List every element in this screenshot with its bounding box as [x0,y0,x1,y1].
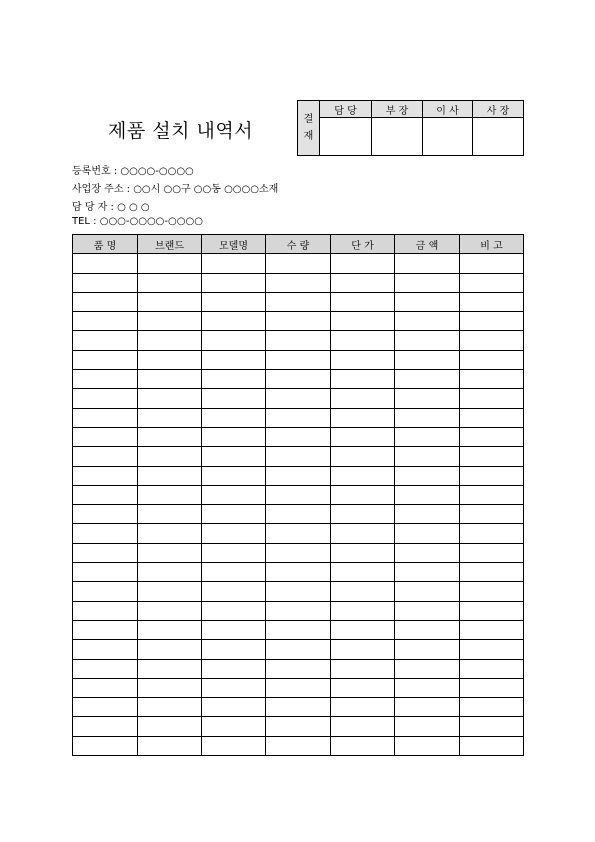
table-cell[interactable] [73,659,138,678]
table-row [73,447,524,466]
table-row [73,408,524,427]
table-cell[interactable] [460,620,524,639]
header-product-name: 품 명 [73,235,138,254]
table-cell[interactable] [331,254,395,273]
table-cell[interactable] [138,524,202,543]
manager-name: 담 당 자 : ○ ○ ○ [72,202,150,213]
table-row [73,620,524,639]
table-cell[interactable] [266,678,331,697]
table-cell[interactable] [460,331,524,350]
table-cell[interactable] [331,312,395,331]
table-row [73,427,524,446]
table-cell[interactable] [395,505,460,524]
table-cell[interactable] [395,466,460,485]
table-cell[interactable] [395,678,460,697]
table-cell[interactable] [138,620,202,639]
table-row [73,312,524,331]
table-cell[interactable] [331,563,395,582]
table-cell[interactable] [266,273,331,292]
table-row [73,640,524,659]
approval-header-dept-head: 부 장 [372,101,423,118]
table-cell[interactable] [138,582,202,601]
table-cell[interactable] [395,408,460,427]
document-title: 제품 설치 내역서 [108,120,254,142]
table-cell[interactable] [331,543,395,562]
table-cell[interactable] [395,717,460,736]
table-cell[interactable] [138,312,202,331]
table-cell[interactable] [138,640,202,659]
table-cell[interactable] [73,331,138,350]
table-cell[interactable] [73,408,138,427]
table-row [73,678,524,697]
table-cell[interactable] [202,717,266,736]
table-cell[interactable] [138,601,202,620]
table-cell[interactable] [138,370,202,389]
table-cell[interactable] [202,427,266,446]
table-row [73,543,524,562]
table-cell[interactable] [460,389,524,408]
table-cell[interactable] [331,408,395,427]
table-cell[interactable] [331,698,395,717]
table-cell[interactable] [138,717,202,736]
table-cell[interactable] [202,389,266,408]
table-cell[interactable] [202,312,266,331]
table-cell[interactable] [202,466,266,485]
table-cell[interactable] [395,582,460,601]
table-cell[interactable] [202,640,266,659]
table-cell[interactable] [395,736,460,755]
table-cell[interactable] [73,620,138,639]
table-cell[interactable] [331,485,395,504]
table-cell[interactable] [460,273,524,292]
table-cell[interactable] [202,408,266,427]
table-cell[interactable] [460,505,524,524]
table-cell[interactable] [266,389,331,408]
approval-sign-ceo[interactable] [473,118,524,156]
table-cell[interactable] [266,524,331,543]
table-cell[interactable] [331,601,395,620]
items-table [72,234,524,756]
table-cell[interactable] [138,331,202,350]
approval-sign-director[interactable] [423,118,473,156]
table-cell[interactable] [266,736,331,755]
table-cell[interactable] [460,466,524,485]
items-table-body [73,254,524,756]
table-cell[interactable] [266,698,331,717]
table-cell[interactable] [138,736,202,755]
table-cell[interactable] [331,447,395,466]
table-cell[interactable] [460,292,524,311]
approval-sign-manager[interactable] [320,118,372,156]
table-cell[interactable] [73,505,138,524]
table-cell[interactable] [138,292,202,311]
table-cell[interactable] [202,485,266,504]
table-cell[interactable] [138,678,202,697]
table-cell[interactable] [202,350,266,369]
table-cell[interactable] [266,312,331,331]
table-cell[interactable] [202,370,266,389]
table-cell[interactable] [73,543,138,562]
table-cell[interactable] [331,370,395,389]
table-cell[interactable] [395,524,460,543]
telephone: TEL : ○○○-○○○○-○○○○ [72,216,203,227]
approval-sign-dept-head[interactable] [372,118,423,156]
table-cell[interactable] [202,505,266,524]
table-cell[interactable] [266,292,331,311]
table-cell[interactable] [460,447,524,466]
table-cell[interactable] [395,447,460,466]
table-cell[interactable] [266,601,331,620]
table-cell[interactable] [460,678,524,697]
header-remarks: 비 고 [460,235,524,254]
approval-header-director: 이 사 [423,101,473,118]
table-cell[interactable] [73,254,138,273]
table-cell[interactable] [202,678,266,697]
table-cell[interactable] [73,601,138,620]
table-cell[interactable] [138,543,202,562]
table-cell[interactable] [331,331,395,350]
approval-side-label [298,101,320,156]
table-cell[interactable] [202,563,266,582]
table-cell[interactable] [138,408,202,427]
table-cell[interactable] [395,427,460,446]
table-cell[interactable] [138,350,202,369]
table-cell[interactable] [73,427,138,446]
header-quantity: 수 량 [266,235,331,254]
table-cell[interactable] [460,698,524,717]
table-row [73,524,524,543]
table-row [73,466,524,485]
table-cell[interactable] [266,331,331,350]
table-row [73,505,524,524]
table-cell[interactable] [266,447,331,466]
table-cell[interactable] [73,350,138,369]
table-cell[interactable] [331,389,395,408]
table-cell[interactable] [266,485,331,504]
table-cell[interactable] [138,466,202,485]
table-cell[interactable] [460,254,524,273]
table-cell[interactable] [266,350,331,369]
table-cell[interactable] [395,563,460,582]
table-cell[interactable] [73,678,138,697]
approval-side-label-2: 재 [303,131,314,142]
table-cell[interactable] [73,273,138,292]
table-row [73,659,524,678]
table-cell[interactable] [395,254,460,273]
table-row [73,601,524,620]
table-cell[interactable] [266,640,331,659]
table-cell[interactable] [202,698,266,717]
table-cell[interactable] [202,736,266,755]
table-cell[interactable] [395,698,460,717]
table-cell[interactable] [202,601,266,620]
table-cell[interactable] [460,659,524,678]
table-cell[interactable] [138,698,202,717]
table-row [73,273,524,292]
table-row [73,736,524,755]
table-cell[interactable] [460,601,524,620]
table-cell[interactable] [460,736,524,755]
table-cell[interactable] [202,331,266,350]
table-row [73,485,524,504]
table-cell[interactable] [395,312,460,331]
table-cell[interactable] [395,331,460,350]
table-cell[interactable] [73,582,138,601]
table-cell[interactable] [266,427,331,446]
table-cell[interactable] [202,292,266,311]
table-cell[interactable] [73,312,138,331]
table-row [73,563,524,582]
table-cell[interactable] [138,485,202,504]
table-cell[interactable] [138,273,202,292]
header-model-name: 모델명 [202,235,266,254]
table-cell[interactable] [395,389,460,408]
table-row [73,350,524,369]
approval-side-label-1: 결 [303,114,314,125]
table-cell[interactable] [266,408,331,427]
table-cell[interactable] [331,620,395,639]
table-cell[interactable] [395,370,460,389]
table-cell[interactable] [460,370,524,389]
table-cell[interactable] [73,485,138,504]
header-unit-price: 단 가 [331,235,395,254]
table-cell[interactable] [202,254,266,273]
table-row [73,698,524,717]
table-cell[interactable] [202,524,266,543]
table-cell[interactable] [73,736,138,755]
table-cell[interactable] [73,370,138,389]
table-row [73,389,524,408]
table-cell[interactable] [395,601,460,620]
table-cell[interactable] [202,659,266,678]
table-cell[interactable] [460,408,524,427]
table-cell[interactable] [331,273,395,292]
table-cell[interactable] [266,254,331,273]
table-cell[interactable] [395,620,460,639]
table-cell[interactable] [138,447,202,466]
table-cell[interactable] [73,717,138,736]
table-cell[interactable] [73,466,138,485]
table-cell[interactable] [460,563,524,582]
table-row [73,254,524,273]
table-cell[interactable] [266,582,331,601]
table-cell[interactable] [395,273,460,292]
table-cell[interactable] [138,427,202,446]
table-cell[interactable] [266,659,331,678]
table-cell[interactable] [266,620,331,639]
table-cell[interactable] [266,505,331,524]
table-cell[interactable] [73,292,138,311]
table-cell[interactable] [460,485,524,504]
table-row [73,582,524,601]
table-cell[interactable] [73,640,138,659]
table-cell[interactable] [202,620,266,639]
table-cell[interactable] [395,543,460,562]
business-address: 사업장 주소 : ○○시 ○○구 ○○동 ○○○○소재 [72,184,279,195]
table-cell[interactable] [138,659,202,678]
table-cell[interactable] [138,563,202,582]
table-cell[interactable] [331,582,395,601]
table-cell[interactable] [202,273,266,292]
table-row [73,331,524,350]
table-cell[interactable] [331,678,395,697]
table-cell[interactable] [138,505,202,524]
table-row [73,717,524,736]
table-cell[interactable] [73,447,138,466]
table-cell[interactable] [331,717,395,736]
table-cell[interactable] [73,524,138,543]
approval-header-ceo: 사 장 [473,101,524,118]
table-cell[interactable] [331,659,395,678]
table-row [73,292,524,311]
table-cell[interactable] [138,254,202,273]
table-cell[interactable] [138,389,202,408]
approval-box [297,100,524,156]
table-cell[interactable] [395,292,460,311]
table-cell[interactable] [395,350,460,369]
table-cell[interactable] [331,640,395,659]
table-cell[interactable] [331,466,395,485]
table-cell[interactable] [202,582,266,601]
header-brand: 브랜드 [138,235,202,254]
table-cell[interactable] [266,466,331,485]
table-cell[interactable] [395,659,460,678]
table-cell[interactable] [73,563,138,582]
table-cell[interactable] [460,582,524,601]
table-cell[interactable] [460,312,524,331]
table-cell[interactable] [266,563,331,582]
table-cell[interactable] [266,370,331,389]
table-cell[interactable] [331,505,395,524]
table-cell[interactable] [460,717,524,736]
table-cell[interactable] [395,640,460,659]
table-cell[interactable] [266,717,331,736]
table-cell[interactable] [331,427,395,446]
table-cell[interactable] [331,736,395,755]
table-cell[interactable] [73,698,138,717]
table-cell[interactable] [460,640,524,659]
table-row [73,370,524,389]
table-cell[interactable] [266,543,331,562]
header-amount: 금 액 [395,235,460,254]
table-cell[interactable] [202,543,266,562]
table-header-row [73,235,524,254]
table-cell[interactable] [460,350,524,369]
table-cell[interactable] [331,292,395,311]
table-cell[interactable] [460,524,524,543]
table-cell[interactable] [460,427,524,446]
table-cell[interactable] [73,389,138,408]
table-cell[interactable] [331,350,395,369]
table-cell[interactable] [395,485,460,504]
table-cell[interactable] [460,543,524,562]
table-cell[interactable] [331,524,395,543]
table-cell[interactable] [202,447,266,466]
registration-number: 등록번호 : ○○○○-○○○○ [72,166,194,177]
approval-header-manager: 담 당 [320,101,372,118]
